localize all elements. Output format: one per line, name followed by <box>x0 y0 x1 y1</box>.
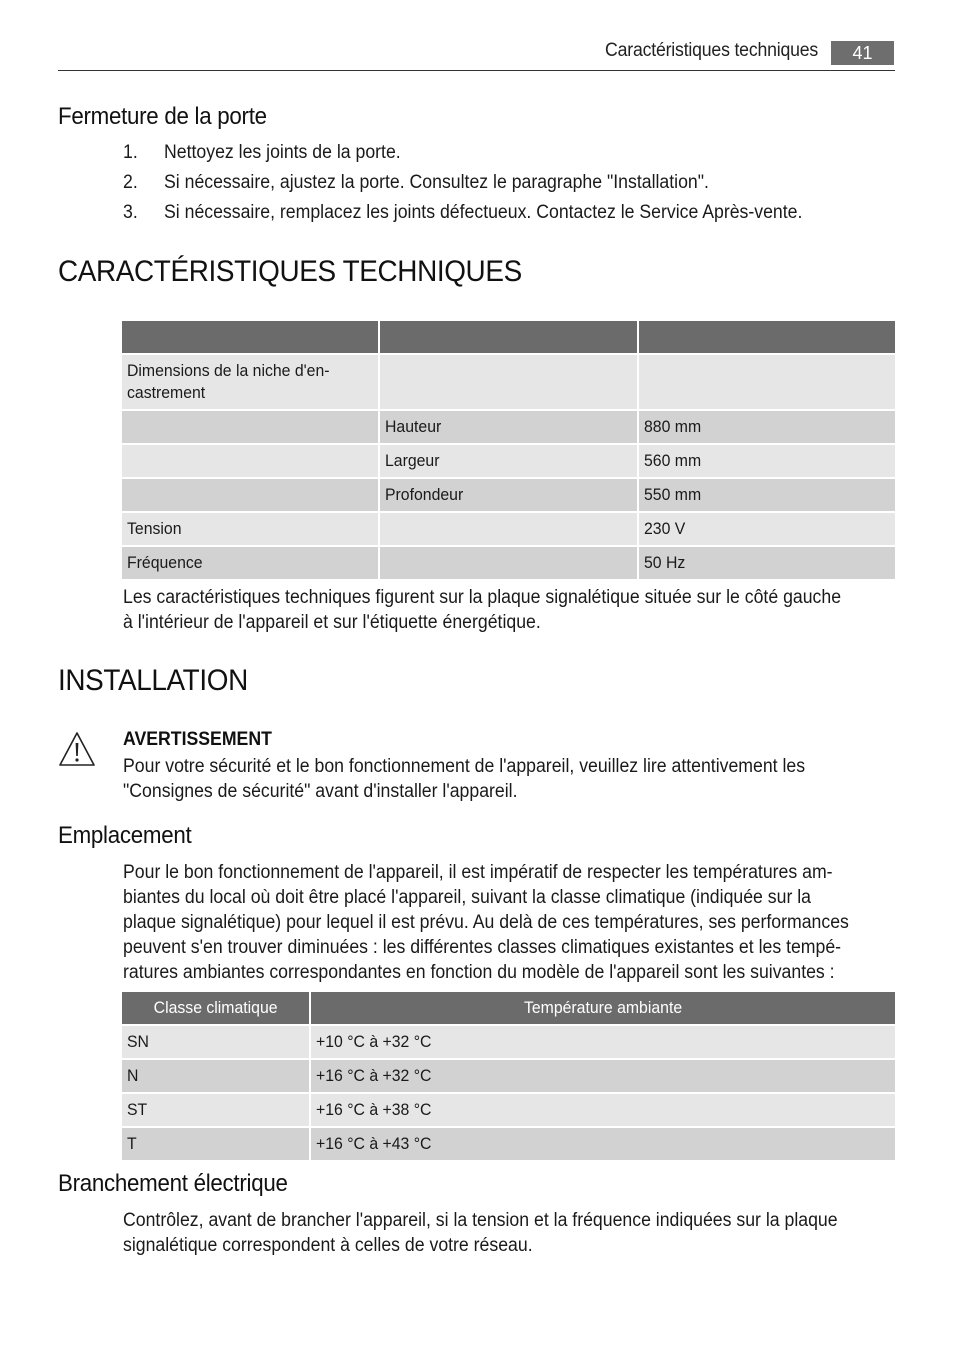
temperature-range-cell: +10 °C à +32 °C <box>311 1026 895 1058</box>
spec-label-continued: castrement <box>127 383 206 402</box>
spec-dimension-label: Hauteur <box>385 417 442 436</box>
table-row <box>122 547 895 579</box>
spec-cell <box>122 479 378 511</box>
spec-cell <box>122 547 378 579</box>
spec-cell <box>380 445 636 477</box>
climate-table-header-row <box>122 992 895 1024</box>
temperature-range-cell: +16 °C à +38 °C <box>311 1094 895 1126</box>
climate-class-table <box>120 990 897 1162</box>
table-row <box>122 445 895 477</box>
electrical-paragraph-line: Contrôlez, avant de brancher l'appareil, si la tension et la fréquence indiquées sur la plaque <box>123 1210 838 1231</box>
table-row <box>122 1026 895 1058</box>
temperature-range-cell: +16 °C à +43 °C <box>311 1128 895 1160</box>
table-row <box>122 1094 895 1126</box>
location-paragraph <box>123 860 849 985</box>
tech-note-line: à l'intérieur de l'appareil et sur l'étiquette énergétique. <box>123 612 541 633</box>
spec-label: Tension <box>127 519 182 538</box>
spec-cell <box>380 479 636 511</box>
spec-value: 50 Hz <box>643 553 685 572</box>
warning-text <box>123 754 805 804</box>
electrical-paragraph <box>123 1208 838 1258</box>
door-section-heading: Fermeture de la porte <box>58 103 267 130</box>
step-number: 3. <box>123 202 138 223</box>
page-number: 41 <box>831 41 894 65</box>
step-text: Nettoyez les joints de la porte. <box>164 142 401 163</box>
spec-cell <box>639 479 895 511</box>
location-section-heading: Emplacement <box>58 822 192 849</box>
spec-table <box>120 319 897 581</box>
spec-cell <box>380 355 636 409</box>
spec-dimension-label: Largeur <box>385 451 440 470</box>
table-row <box>122 411 895 443</box>
spec-cell <box>639 445 895 477</box>
climate-class-cell: SN <box>122 1026 309 1058</box>
warning-text-line: "Consignes de sécurité" avant d'installer l'appareil. <box>123 781 518 802</box>
running-header-title: Caractéristiques techniques <box>604 40 818 61</box>
install-section-heading: INSTALLATION <box>58 664 248 697</box>
spec-table-header-cell <box>380 321 636 353</box>
temperature-range-cell: +16 °C à +32 °C <box>311 1060 895 1092</box>
table-row <box>122 1060 895 1092</box>
electrical-section-heading: Branchement électrique <box>58 1170 288 1197</box>
climate-class-header: Classe climatique <box>122 992 309 1024</box>
spec-cell <box>122 411 378 443</box>
spec-cell <box>639 547 895 579</box>
spec-table-header-row <box>122 321 895 353</box>
tech-note-line: Les caractéristiques techniques figurent sur la plaque signalétique située sur le côté gauche <box>123 587 842 608</box>
table-row <box>122 355 895 409</box>
spec-cell <box>639 411 895 443</box>
step-text: Si nécessaire, remplacez les joints défectueux. Contactez le Service Après-vente. <box>164 202 803 223</box>
location-paragraph-line: peuvent s'en trouver diminuées : les différentes classes climatiques existantes et les tempé- <box>123 937 842 958</box>
spec-cell <box>122 445 378 477</box>
spec-cell <box>639 355 895 409</box>
table-row <box>122 479 895 511</box>
step-number: 1. <box>123 142 138 163</box>
spec-cell <box>122 355 378 409</box>
spec-value: 230 V <box>643 519 685 538</box>
climate-class-cell: ST <box>122 1094 309 1126</box>
location-paragraph-line: plaque signalétique) pour lequel il est prévu. Au delà de ces températures, ses performances <box>123 912 849 933</box>
climate-class-cell: T <box>122 1128 309 1160</box>
warning-triangle-icon <box>58 731 96 767</box>
climate-class-cell: N <box>122 1060 309 1092</box>
table-row <box>122 513 895 545</box>
ambient-temperature-header: Température ambiante <box>311 992 895 1024</box>
table-row <box>122 1128 895 1160</box>
spec-cell <box>380 411 636 443</box>
warning-title: AVERTISSEMENT <box>123 729 272 750</box>
spec-cell <box>122 513 378 545</box>
spec-value: 560 mm <box>643 451 701 470</box>
location-paragraph-line: biantes du local où doit être placé l'appareil, suivant la classe climatique (indiquée sur la <box>123 887 811 908</box>
spec-value: 880 mm <box>643 417 701 436</box>
location-paragraph-line: Pour le bon fonctionnement de l'appareil, il est impératif de respecter les températures am- <box>123 862 833 883</box>
spec-value: 550 mm <box>643 485 701 504</box>
spec-cell <box>380 547 636 579</box>
step-text: Si nécessaire, ajustez la porte. Consultez le paragraphe "Installation". <box>164 172 709 193</box>
spec-label: Fréquence <box>127 553 203 572</box>
location-paragraph-line: ratures ambiantes correspondantes en fonction du modèle de l'appareil sont les suivantes : <box>123 962 835 983</box>
tech-note <box>123 585 841 635</box>
header-rule <box>58 70 895 71</box>
step-number: 2. <box>123 172 138 193</box>
spec-dimension-label: Profondeur <box>385 485 464 504</box>
warning-text-line: Pour votre sécurité et le bon fonctionnement de l'appareil, veuillez lire attentivement les <box>123 756 806 777</box>
spec-label: Dimensions de la niche d'en- <box>127 361 330 380</box>
electrical-paragraph-line: signalétique correspondent à celles de votre réseau. <box>123 1235 533 1256</box>
tech-section-heading: CARACTÉRISTIQUES TECHNIQUES <box>58 255 522 288</box>
spec-table-header-cell <box>122 321 378 353</box>
spec-cell <box>380 513 636 545</box>
spec-table-header-cell <box>639 321 895 353</box>
spec-cell <box>639 513 895 545</box>
